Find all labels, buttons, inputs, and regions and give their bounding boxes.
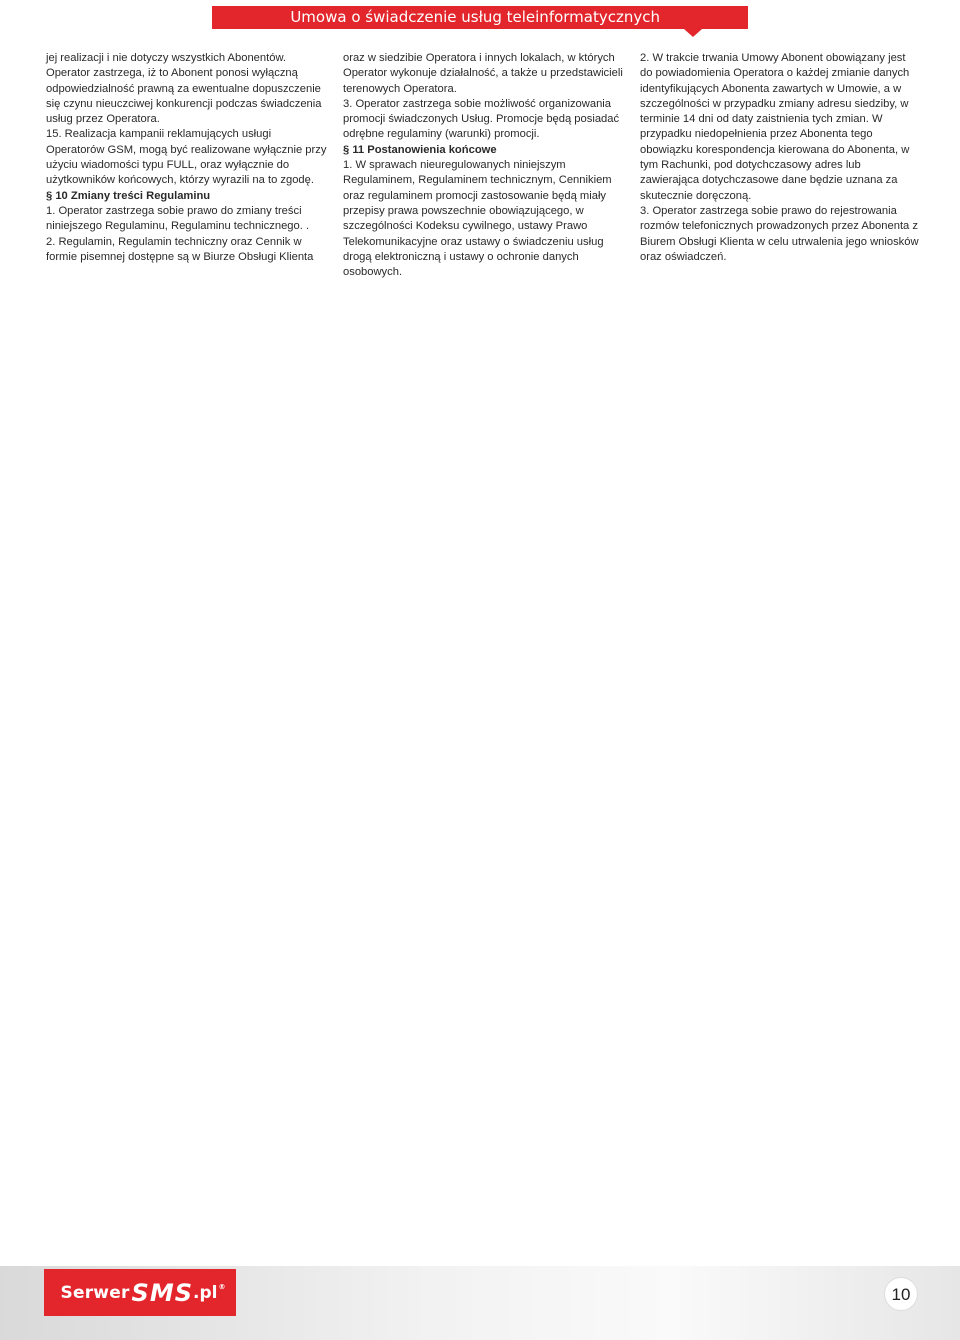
logo-domain: .pl xyxy=(192,1282,218,1303)
paragraph: 15. Realizacja kampanii reklamujących usługi Operatorów GSM, mogą być realizowane wyłącznie przy użyciu wiadomości typu FULL, oraz wyłącznie do użytkowników końcowych, którzy wyrazili na to zgodę. xyxy=(46,128,327,187)
document-title: Umowa o świadczenie usług teleinformatycznych xyxy=(290,8,660,26)
paragraph: jej realizacji i nie dotyczy wszystkich Abonentów. Operator zastrzega, iż to Abonent ponosi wyłączną odpowiedzialność prawną za ewentualne dopuszczenie się czynu nieuczciwej konkurencji podczas świadczenia usług przez Operatora. xyxy=(46,52,322,126)
banner-pointer xyxy=(684,29,702,37)
logo-word-serwer: Serwer xyxy=(60,1282,130,1303)
document-header-banner xyxy=(212,6,748,29)
paragraph: 1. Operator zastrzega sobie prawo do zmiany treści niniejszego Regulaminu, Regulaminu technicznego. . xyxy=(46,204,310,233)
page-number: 10 xyxy=(884,1277,918,1311)
paragraph: 1. W sprawach nieuregulowanych niniejszym Regulaminem, Regulaminem technicznym, Cennikiem oraz regulaminem promocji zastosowanie będą miały przepisy prawa powszechnie obowiązującego, w szczególności Kodeksu cywilnego, ustawy Prawo Telekomunikacyjne oraz ustawy o świadczeniu usług drogą elektroniczną i ustawy o ochronie danych osobowych. xyxy=(343,159,612,279)
paragraph: 3. Operator zastrzega sobie prawo do rejestrowania rozmów telefonicznych prowadzonych przez Abonenta z Biurem Obsługi Klienta w celu utrwalenia jego wniosków oraz oświadczeń. xyxy=(640,204,919,263)
paragraph: 2. Regulamin, Regulamin techniczny oraz Cennik w formie pisemnej dostępne są w Biurze Obsługi Klienta xyxy=(46,235,314,263)
section-heading: § 11 Postanowienia końcowe xyxy=(343,143,497,156)
registered-mark: ® xyxy=(218,1282,226,1291)
text-column-3 xyxy=(640,51,920,265)
paragraph: 2. W trakcie trwania Umowy Abonent obowiązany jest do powiadomienia Operatora o każdej zmianie danych identyfikujących Abonenta zawartych w Umowie, a w szczególności w przypadku zmiany adresu siedziby, w terminie 14 dni od daty zaistnienia tych zmian. W przypadku niedopełnienia przez Abonenta tego obowiązku korespondencja kierowana do Abonenta, w tym Rachunki, pod dotychczasowy adres lub zawierająca dotychczasowe dane będzie uznana za skutecznie doręczoną. xyxy=(640,52,910,202)
text-column-1 xyxy=(46,51,331,265)
text-column-2 xyxy=(343,51,623,280)
serwersms-logo xyxy=(44,1269,236,1316)
logo-word-sms: SMS xyxy=(131,1278,193,1307)
paragraph: oraz w siedzibie Operatora i innych lokalach, w których Operator wykonuje działalność, a także u przedstawicieli terenowych Operatora. xyxy=(343,52,623,95)
section-heading: § 10 Zmiany treści Regulaminu xyxy=(46,189,211,202)
paragraph: 3. Operator zastrzega sobie możliwość organizowania promocji świadczonych Usług. Promocje będą posiadać odrębne regulaminy (warunki) promocji. xyxy=(343,97,620,141)
